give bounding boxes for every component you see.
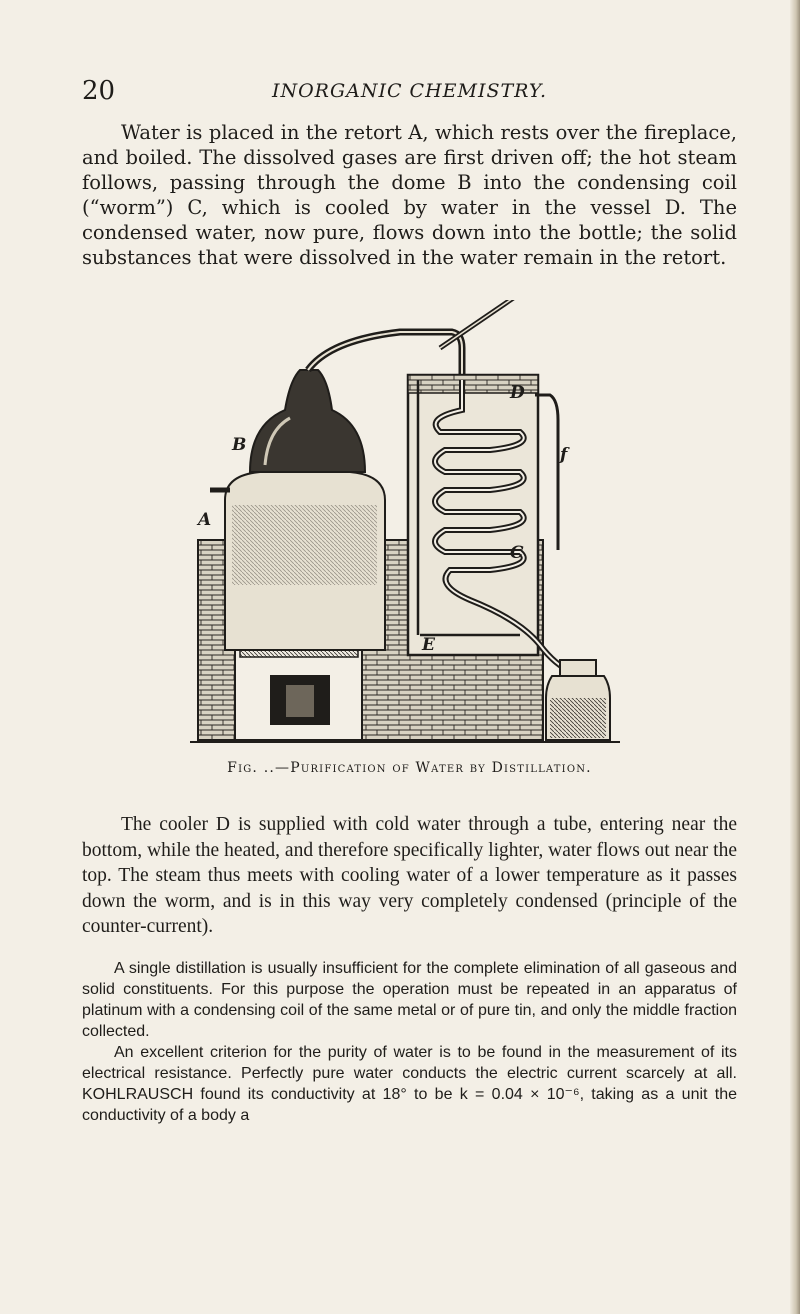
label-A: A <box>198 510 212 530</box>
page-number: 20 <box>82 76 116 106</box>
figure-caption: Fig. ..—Purification of Water by Distillation. <box>227 760 592 776</box>
paragraph-retort-description: Water is placed in the retort A, which rests over the fireplace, and boiled. The dissolved gases are first driven off; the hot steam follows, passing through the dome B into the condensing coil (“worm”) C, which is cooled by water in the vessel D. The condensed water, now pure, flows down into the bottle; the solid substances that were dissolved in the water remain in the retort. <box>82 121 737 269</box>
collecting-bottle <box>546 660 610 740</box>
label-D: D <box>510 383 525 403</box>
steam-pipe <box>308 332 462 380</box>
paragraph-cooler: The cooler D is supplied with cold water through a tube, entering near the bottom, while the heated, and therefore specifically lighter, water flows out near the top. The steam thus meets with cooling water of a lower temperature as it passes down the worm, and is in this way very completely condensed (principle of the counter-current). <box>82 814 737 937</box>
label-E: E <box>422 635 435 655</box>
paragraph-repeated-distillation: A single distillation is usually insufficient for the complete elimination of all gaseous and solid constituents. For this purpose the operation must be repeated in an apparatus of platinum with a condensing coil of the same metal or of pure tin, and only the middle fraction collected. <box>82 960 737 1040</box>
label-C: C <box>510 543 524 563</box>
page-header <box>82 76 737 112</box>
label-B: B <box>232 435 247 455</box>
label-f: f <box>560 445 568 465</box>
distillation-apparatus-drawing <box>190 300 620 750</box>
running-title: INORGANIC CHEMISTRY. <box>271 80 548 102</box>
page-edge <box>790 0 800 1314</box>
paragraph-purity-criterion: An excellent criterion for the purity of water is to be found in the measurement of its electrical resistance. Perfectly pure water conducts the electric current scarcely at all. KOHLRAUSCH found its conductivity at 18° to be k = 0.04 × 10⁻⁶, taking as a unit the conductivity of a body a <box>82 1044 737 1124</box>
distillation-apparatus-figure <box>190 300 620 750</box>
